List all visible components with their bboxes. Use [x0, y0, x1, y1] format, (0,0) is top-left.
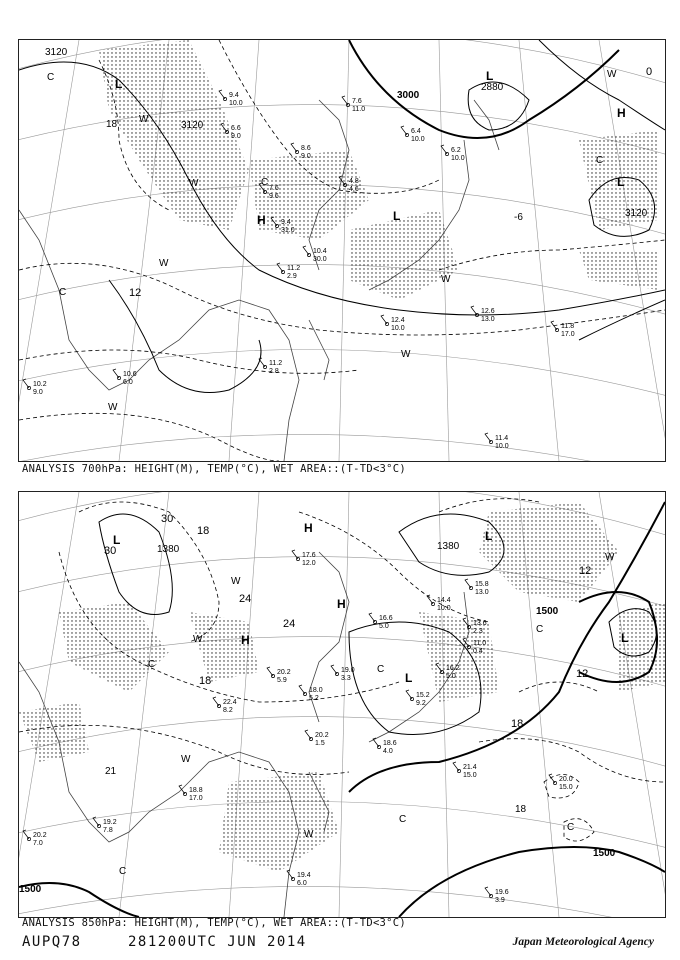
wind-barb [299, 685, 305, 694]
contour-label: 1500 [536, 606, 559, 617]
isotherm-label: 12 [576, 668, 589, 680]
warm-mark: W [159, 258, 169, 269]
isotherm-label: -6 [514, 212, 523, 223]
high-center: H [617, 106, 626, 120]
cold-mark: C [148, 659, 156, 670]
station-temp: 20.2 [315, 732, 329, 739]
wind-barb [471, 306, 477, 315]
contour-label: 3120 [45, 47, 68, 58]
station-temp: 19.0 [341, 667, 355, 674]
station-dewpoint: 0.4 [473, 648, 483, 655]
wind-barb [305, 730, 311, 739]
station-dewpoint: 11.0 [352, 106, 366, 113]
warm-mark: W [304, 829, 314, 840]
isotherm-label: 12 [129, 287, 142, 299]
station-dewpoint: 9.6 [269, 193, 279, 200]
wind-barb [485, 887, 491, 896]
wind-barb [485, 433, 491, 442]
isotherm-label: 0 [646, 66, 653, 78]
station-temp: 11.4 [495, 435, 509, 442]
station-plots [33, 92, 575, 450]
station-temp: 12.4 [391, 317, 405, 324]
station-dewpoint: 13.0 [481, 316, 495, 323]
wind-barb [113, 369, 119, 378]
wind-barb [406, 690, 412, 699]
station-dewpoint: 13.0 [475, 589, 489, 596]
low-center: L [113, 533, 121, 547]
cold-mark: C [377, 664, 385, 675]
cold-mark: C [47, 72, 55, 83]
cold-mark: C [596, 155, 604, 166]
station-temp: 20.2 [277, 669, 291, 676]
station-dewpoint: 7.8 [103, 827, 113, 834]
station-temp: 9.4 [229, 92, 239, 99]
cold-mark: C [536, 624, 544, 635]
station-dewpoint: 6.0 [297, 880, 307, 887]
wind-barb [369, 613, 375, 622]
agency-name: Japan Meteorological Agency [512, 936, 654, 948]
warm-mark: W [139, 114, 149, 125]
isotherm-label: 12 [579, 565, 592, 577]
station-dewpoint: 1.5 [315, 740, 325, 747]
map-700hpa [19, 40, 665, 461]
wind-barb [291, 143, 297, 152]
station-temp: 17.6 [302, 552, 316, 559]
station-dewpoint: 15.0 [463, 772, 477, 779]
isotherm-label: 30 [104, 545, 117, 557]
contour-label: 1380 [437, 541, 460, 552]
isotherm-label: 21 [105, 766, 117, 777]
station-dewpoint: 10.0 [495, 443, 509, 450]
coastline [19, 552, 469, 917]
cold-mark: C [119, 866, 127, 877]
wind-barb [465, 579, 471, 588]
station-dewpoint: 5.0 [379, 623, 389, 630]
warm-mark: W [441, 274, 451, 285]
wind-barb [549, 774, 555, 783]
low-center: L [621, 631, 629, 645]
panel-caption-700hpa: ANALYSIS 700hPa: HEIGHT(M), TEMP(°C), WET AREA::(T-TD<3°C) [22, 463, 407, 475]
station-dewpoint: 7.0 [33, 840, 43, 847]
station-dewpoint: 31.0 [281, 227, 295, 234]
station-dewpoint: 17.0 [189, 795, 203, 802]
low-center: L [485, 529, 493, 543]
warm-mark: W [193, 634, 203, 645]
warm-mark: W [189, 178, 199, 189]
valid-time: 281200UTC JUN 2014 [128, 934, 307, 950]
warm-mark: W [605, 552, 615, 563]
wet-area [99, 40, 659, 300]
station-dewpoint: 3.9 [495, 897, 505, 904]
station-temp: 13.6 [473, 620, 487, 627]
station-temp: 11.0 [473, 640, 487, 647]
contour-label: 2880 [481, 82, 504, 93]
station-temp: 19.2 [103, 819, 117, 826]
wind-barb [453, 762, 459, 771]
high-center: H [241, 633, 250, 647]
panel-caption-850hpa: ANALYSIS 850hPa: HEIGHT(M), TEMP(°C), WET AREA::(T-TD<3°C) [22, 917, 407, 929]
station-temp: 15.8 [475, 581, 489, 588]
station-temp: 21.4 [463, 764, 477, 771]
station-temp: 7.6 [269, 185, 279, 192]
station-dewpoint: 8.2 [223, 707, 233, 714]
station-dewpoint: 10.0 [229, 100, 243, 107]
wind-barb [331, 665, 337, 674]
contour-label: 1500 [19, 884, 42, 895]
isotherm-label: 18 [106, 119, 118, 130]
station-dewpoint: 10.0 [451, 155, 465, 162]
contour-label: 3120 [181, 120, 204, 131]
station-temp: 11.2 [269, 360, 283, 367]
isotherm-label: 18 [515, 804, 527, 815]
warm-mark: W [401, 349, 411, 360]
warm-mark: W [181, 754, 191, 765]
warm-mark: W [231, 576, 241, 587]
station-dewpoint: 2.3 [473, 628, 483, 635]
high-center: H [304, 521, 313, 535]
wind-barb [267, 667, 273, 676]
wind-barb [277, 263, 283, 272]
station-dewpoint: 9.2 [416, 700, 426, 707]
station-temp: 6.2 [451, 147, 461, 154]
isotherm-label: 18 [197, 525, 210, 537]
station-temp: 18.6 [383, 740, 397, 747]
high-center: H [337, 597, 346, 611]
station-dewpoint: 4.0 [383, 748, 393, 755]
station-dewpoint: 17.0 [561, 331, 575, 338]
station-dewpoint: 9.0 [301, 153, 311, 160]
station-dewpoint: 5.9 [277, 677, 287, 684]
station-dewpoint: 9.0 [231, 133, 241, 140]
station-temp: 9.4 [281, 219, 291, 226]
station-temp: 19.4 [297, 872, 311, 879]
station-temp: 18.8 [189, 787, 203, 794]
wind-barb [381, 315, 387, 324]
station-temp: 8.6 [301, 145, 311, 152]
low-center: L [486, 69, 494, 83]
station-dewpoint: 2.9 [287, 273, 297, 280]
station-dewpoint: 10.0 [411, 136, 425, 143]
wind-barb [287, 870, 293, 879]
station-temp: 22.4 [223, 699, 237, 706]
contour-label: 3120 [625, 208, 648, 219]
station-dewpoint: 3.3 [341, 675, 351, 682]
map-850hpa [19, 492, 665, 917]
station-temp: 19.6 [495, 889, 509, 896]
station-dewpoint: 10.0 [391, 325, 405, 332]
contour-label: 1500 [593, 848, 616, 859]
station-dewpoint: 9.0 [33, 389, 43, 396]
station-dewpoint: 4.6 [349, 186, 359, 193]
wind-barb [342, 96, 348, 105]
station-temp: 18.0 [309, 687, 323, 694]
station-temp: 20.0 [559, 776, 573, 783]
warm-mark: W [108, 402, 118, 413]
isotherm-label: 18 [511, 718, 524, 730]
station-dewpoint: 2.8 [269, 368, 279, 375]
low-center: L [393, 209, 401, 223]
cold-mark: C [567, 822, 575, 833]
station-temp: 16.2 [446, 665, 460, 672]
station-temp: 10.6 [123, 371, 137, 378]
station-temp: 4.8 [349, 178, 359, 185]
station-temp: 14.4 [437, 597, 451, 604]
wind-barb [292, 550, 298, 559]
station-temp: 6.4 [411, 128, 421, 135]
high-center: H [257, 213, 266, 227]
warm-mark: W [607, 69, 617, 80]
low-center: L [405, 671, 413, 685]
low-center: L [115, 77, 123, 91]
station-dewpoint: 5.2 [309, 695, 319, 702]
cold-mark: C [261, 177, 269, 188]
station-dewpoint: 10.0 [437, 605, 451, 612]
station-temp: 7.6 [352, 98, 362, 105]
isotherm-label: 18 [199, 675, 212, 687]
contour-label: 3000 [397, 90, 420, 101]
station-dewpoint: 15.0 [559, 784, 573, 791]
isotherm-label: 24 [283, 618, 296, 630]
station-temp: 11.8 [561, 323, 575, 330]
isotherm-label: 30 [161, 513, 174, 525]
map-panel-700hpa [18, 39, 666, 462]
station-temp: 10.4 [313, 248, 327, 255]
station-dewpoint: 6.0 [123, 379, 133, 386]
wind-barb [213, 697, 219, 706]
wind-barb [303, 246, 309, 255]
wind-barb [219, 90, 225, 99]
station-temp: 6.6 [231, 125, 241, 132]
wind-barb [401, 126, 407, 135]
isotherm-label: 24 [239, 593, 252, 605]
station-temp: 11.2 [287, 265, 301, 272]
station-temp: 12.6 [481, 308, 495, 315]
low-center: L [617, 175, 625, 189]
contour-label: 1380 [157, 544, 180, 555]
product-code: AUPQ78 [22, 934, 82, 950]
station-temp: 10.2 [33, 381, 47, 388]
wet-area [19, 502, 665, 872]
wind-barb [23, 379, 29, 388]
station-dewpoint: 30.0 [313, 256, 327, 263]
cold-mark: C [59, 287, 67, 298]
map-panel-850hpa [18, 491, 666, 918]
station-dewpoint: 12.0 [302, 560, 316, 567]
station-temp: 20.2 [33, 832, 47, 839]
station-temp: 15.2 [416, 692, 430, 699]
cold-mark: C [399, 814, 407, 825]
station-temp: 16.6 [379, 615, 393, 622]
station-dewpoint: 5.0 [446, 673, 456, 680]
